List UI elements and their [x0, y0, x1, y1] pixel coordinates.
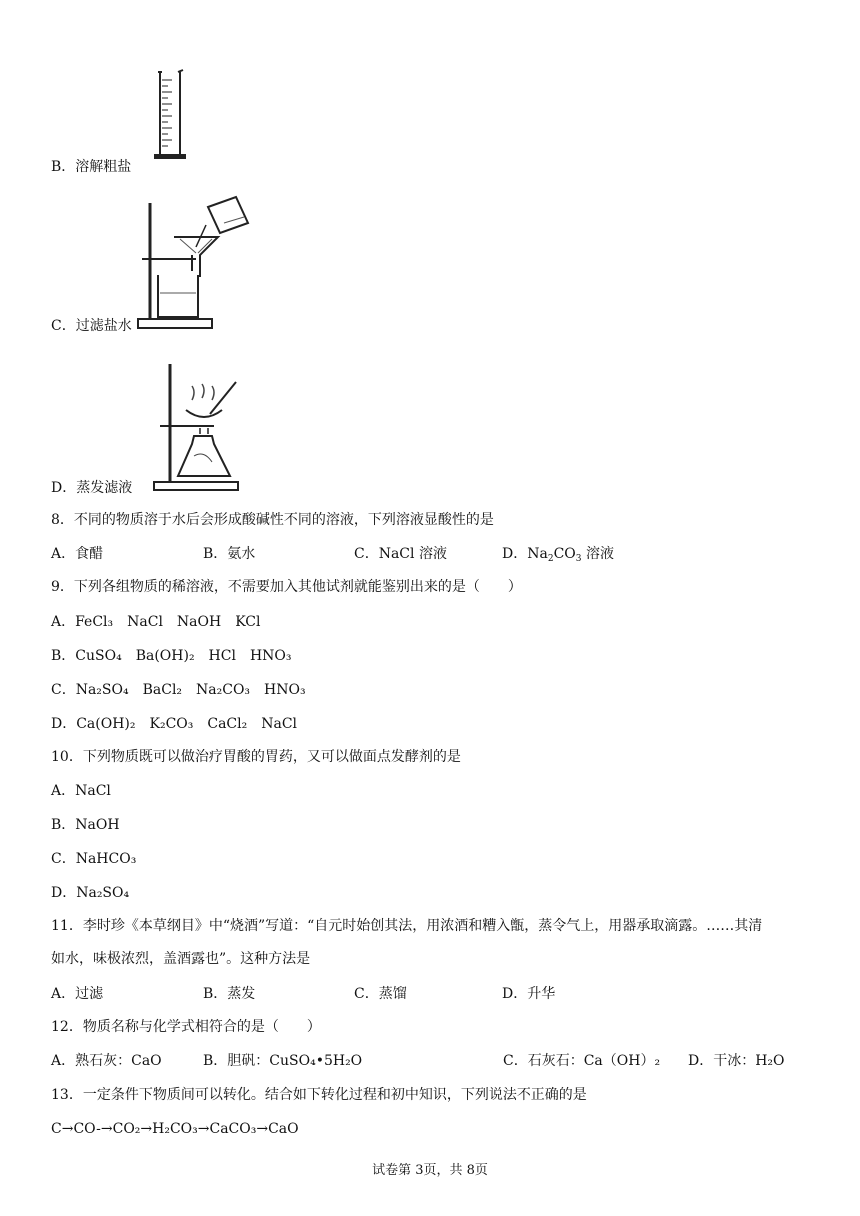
q11-option-a: A．过滤 — [51, 986, 104, 1002]
q9-option-c: C．Na₂SO₄ BaCl₂ Na₂CO₃ HNO₃ — [51, 682, 306, 698]
q8-option-b: B．氨水 — [203, 546, 256, 562]
q8-option-c: C．NaCl 溶液 — [354, 546, 447, 562]
q11-stem-line2: 如水，味极浓烈，盖酒露也”。这种方法是 — [51, 951, 311, 967]
q11-option-c: C．蒸馏 — [354, 986, 407, 1002]
q10-option-a: A．NaCl — [51, 783, 111, 799]
q11-stem-line1: 11．李时珍《本草纲目》中“烧酒”写道：“自元时始创其法，用浓酒和糟入甑，蒸令气上，用器承取滴露。……其清 — [51, 918, 763, 934]
q9-option-b: B．CuSO₄ Ba(OH)₂ HCl HNO₃ — [51, 648, 292, 664]
q12-stem: 12．物质名称与化学式相符合的是（ ） — [51, 1019, 321, 1035]
q12-option-b: B．胆矾：CuSO₄•5H₂O — [203, 1053, 363, 1069]
q10-option-c: C．NaHCO₃ — [51, 851, 137, 867]
q13-conversion-chain: C→CO-→CO₂→H₂CO₃→CaCO₃→CaO — [51, 1121, 299, 1137]
q9-option-d: D．Ca(OH)₂ K₂CO₃ CaCl₂ NaCl — [51, 716, 298, 732]
q11-option-b: B．蒸发 — [203, 986, 256, 1002]
q7-option-c: C．过滤盐水 — [51, 318, 132, 334]
filtration-setup-figure — [136, 193, 256, 333]
q10-option-b: B．NaOH — [51, 817, 120, 833]
q11-option-d: D．升华 — [502, 986, 556, 1002]
q9-stem: 9．下列各组物质的稀溶液，不需要加入其他试剂就能鉴别出来的是（ ） — [51, 579, 522, 595]
graduated-cylinder-figure — [150, 68, 190, 166]
q7-option-b: B．溶解粗盐 — [51, 159, 132, 175]
q8-option-a: A．食醋 — [51, 546, 104, 562]
q13-stem: 13．一定条件下物质间可以转化。结合如下转化过程和初中知识，下列说法不正确的是 — [51, 1087, 587, 1103]
q10-stem: 10．下列物质既可以做治疗胃酸的胃药，又可以做面点发酵剂的是 — [51, 749, 461, 765]
q7-option-d: D．蒸发滤液 — [51, 480, 133, 496]
evaporation-setup-figure — [150, 360, 245, 495]
q9-option-a: A．FeCl₃ NaCl NaOH KCl — [51, 614, 261, 630]
page-footer: 试卷第 3页，共 8页 — [372, 1163, 488, 1178]
q8-stem: 8．不同的物质溶于水后会形成酸碱性不同的溶液，下列溶液显酸性的是 — [51, 512, 494, 528]
q8-option-d: D．$Na_2CO_3$ 溶液 — [502, 546, 614, 564]
q12-option-a: A．熟石灰：CaO — [51, 1053, 162, 1069]
q12-option-c: C．石灰石：Ca（OH）₂ — [503, 1053, 661, 1069]
q10-option-d: D．Na₂SO₄ — [51, 885, 130, 901]
q12-option-d: D．干冰：H₂O — [688, 1053, 785, 1069]
